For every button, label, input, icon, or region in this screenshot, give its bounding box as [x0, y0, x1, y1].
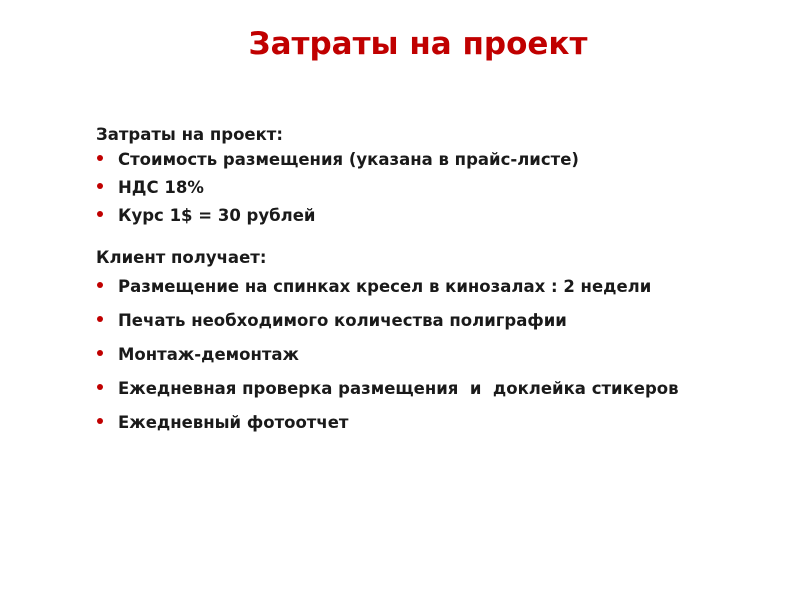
bullet-icon: [97, 155, 103, 161]
client-item-label: Монтаж-демонтаж: [118, 345, 299, 364]
bullet-icon: [97, 211, 103, 217]
client-list: [96, 276, 776, 446]
client-item-placement: [96, 276, 776, 310]
client-item-check: [96, 378, 776, 412]
client-item-label: Ежедневная проверка размещения и доклейка стикеров: [118, 379, 679, 398]
costs-item-price: [96, 149, 776, 177]
client-item-printing: [96, 310, 776, 344]
bullet-icon: [97, 316, 103, 322]
bullet-icon: [97, 183, 103, 189]
client-item-photo-report: [96, 412, 776, 446]
costs-heading: Затраты на проект:: [96, 125, 283, 144]
costs-item-rate: [96, 205, 776, 233]
costs-item-label: Курс 1$ = 30 рублей: [118, 206, 316, 225]
bullet-icon: [97, 384, 103, 390]
costs-item-label: Стоимость размещения (указана в прайс-листе): [118, 150, 579, 169]
bullet-icon: [97, 418, 103, 424]
client-heading: Клиент получает:: [96, 248, 267, 267]
bullet-icon: [97, 350, 103, 356]
slide-title: Затраты на проект: [248, 26, 588, 62]
costs-item-vat: [96, 177, 776, 205]
section-gap: [96, 233, 776, 247]
costs-item-label: НДС 18%: [118, 178, 204, 197]
client-item-label: Ежедневный фотоотчет: [118, 413, 349, 432]
client-item-label: Печать необходимого количества полиграфии: [118, 311, 567, 330]
slide-content: [96, 124, 776, 446]
client-item-label: Размещение на спинках кресел в кинозалах : 2 недели: [118, 277, 652, 296]
costs-list: [96, 149, 776, 233]
bullet-icon: [97, 282, 103, 288]
client-item-mounting: [96, 344, 776, 378]
